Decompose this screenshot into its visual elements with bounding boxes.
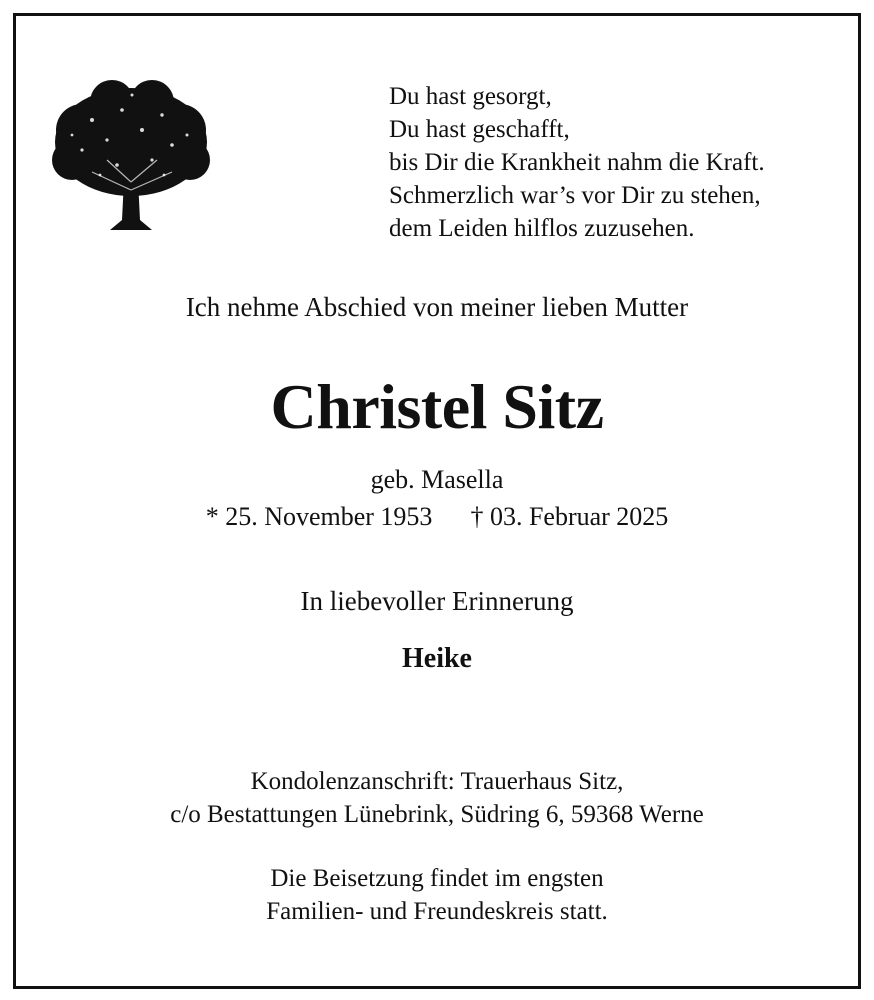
burial-notice <box>0 862 874 928</box>
poem-line: Schmerzlich war’s vor Dir zu stehen, <box>389 182 761 209</box>
deceased-name: Christel Sitz <box>270 371 604 442</box>
poem-line: Du hast gesorgt, <box>389 83 552 110</box>
signer-name: Heike <box>402 643 472 674</box>
tree-icon <box>52 80 210 235</box>
contact-line: c/o Bestattungen Lünebrink, Südring 6, 59368 Werne <box>170 801 704 828</box>
birth-date: * 25. November 1953 <box>205 502 433 531</box>
poem-line: bis Dir die Krankheit nahm die Kraft. <box>389 149 765 176</box>
death-date: † 03. Februar 2025 <box>470 502 669 531</box>
burial-line: Die Beisetzung findet im engsten <box>270 865 604 892</box>
condolence-address <box>0 765 874 831</box>
poem-line: dem Leiden hilflos zuzusehen. <box>389 215 695 242</box>
born-name: geb. Masella <box>370 465 504 494</box>
contact-line: Kondolenzanschrift: Trauerhaus Sitz, <box>250 768 624 795</box>
poem <box>389 80 765 245</box>
life-dates <box>0 502 874 532</box>
farewell-intro: Ich nehme Abschied von meiner lieben Mutter <box>185 292 689 322</box>
poem-line: Du hast geschafft, <box>389 116 570 143</box>
memory-line: In liebevoller Erinnerung <box>300 586 574 616</box>
burial-line: Familien- und Freundeskreis statt. <box>266 898 608 925</box>
